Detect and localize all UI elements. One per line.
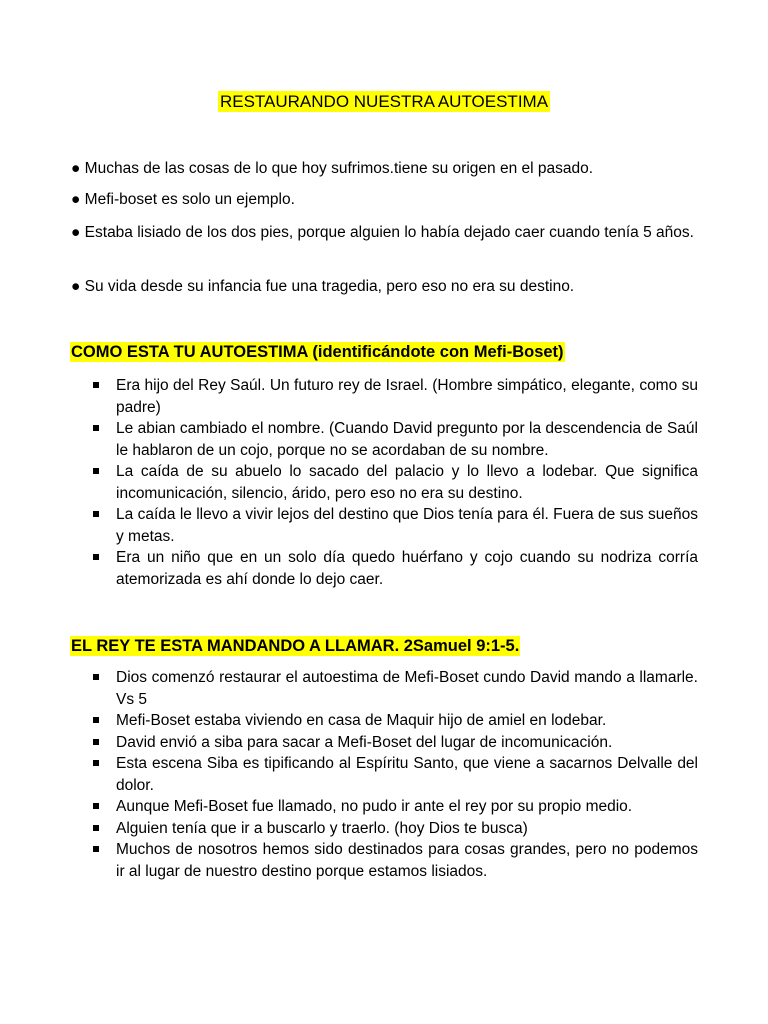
square-bullet-icon [93, 425, 99, 431]
square-bullet-icon [93, 674, 99, 680]
square-bullet-icon [93, 803, 99, 809]
square-bullet-icon [93, 468, 99, 474]
list-item-text: Esta escena Siba es tipificando al Espíritu Santo, que viene a sacarnos Delvalle del dolor. [116, 755, 698, 794]
section-heading-autoestima [70, 341, 565, 363]
square-bullet-icon [93, 846, 99, 852]
list-item-text: La caída de su abuelo lo sacado del palacio y lo llevo a lodebar. Que significa incomunicación, silencio, árido, pero eso no era su destino. [116, 463, 698, 502]
square-bullet-icon [93, 760, 99, 766]
list-item-text: Aunque Mefi-Boset fue llamado, no pudo ir ante el rey por su propio medio. [116, 798, 633, 815]
intro-bullet-1: ● Muchas de las cosas de lo que hoy sufrimos.tiene su origen en el pasado. [71, 160, 594, 177]
list-item-text: La caída le llevo a vivir lejos del destino que Dios tenía para él. Fuera de sus sueños y metas. [116, 506, 698, 545]
list-item-text: Era un niño que en un solo día quedo huérfano y cojo cuando su nodriza corría atemorizada es ahí donde lo dejo caer. [116, 549, 698, 588]
list-item-text: Alguien tenía que ir a buscarlo y traerlo. (hoy Dios te busca) [116, 819, 528, 837]
list-item [93, 547, 698, 590]
section2-list [93, 667, 698, 882]
list-item-text: Mefi-Boset estaba viviendo en casa de Maquir hijo de amiel en lodebar. [116, 712, 607, 729]
list-item [93, 710, 698, 732]
intro-bullet-3: ● Estaba lisiado de los dos pies, porque alguien lo había dejado caer cuando tenía 5 años. [71, 224, 694, 241]
list-item [93, 753, 698, 796]
document-title-block [0, 90, 768, 114]
list-item-text: David envió a siba para sacar a Mefi-Boset del lugar de incomunicación. [116, 733, 613, 751]
list-item [93, 375, 698, 418]
list-item-text: Muchos de nosotros hemos sido destinados para cosas grandes, pero no podemos ir al lugar de nuestro destino porque estamos lisiados. [116, 841, 698, 880]
list-item [93, 839, 698, 882]
square-bullet-icon [93, 717, 99, 723]
list-item-text: Le abian cambiado el nombre. (Cuando David pregunto por la descendencia de Saúl le hablaron de un cojo, porque no se acordaban de su nombre. [116, 420, 698, 459]
list-item [93, 732, 698, 754]
section-heading-rey-text: EL REY TE ESTA MANDANDO A LLAMAR. 2Samuel 9:1-5. [71, 637, 520, 655]
square-bullet-icon [93, 554, 99, 560]
list-item-text: Dios comenzó restaurar el autoestima de Mefi-Boset cundo David mando a llamarle. Vs 5 [116, 669, 698, 708]
document-title: RESTAURANDO NUESTRA AUTOESTIMA [219, 92, 549, 111]
list-item [93, 667, 698, 710]
list-item [93, 461, 698, 504]
list-item [93, 418, 698, 461]
square-bullet-icon [93, 511, 99, 517]
section1-list [93, 375, 698, 590]
list-item [93, 504, 698, 547]
list-item [93, 796, 698, 818]
square-bullet-icon [93, 382, 99, 388]
list-item-text: Era hijo del Rey Saúl. Un futuro rey de Israel. (Hombre simpático, elegante, como su padre) [116, 377, 698, 416]
square-bullet-icon [93, 739, 99, 745]
section-heading-rey [70, 635, 520, 657]
intro-bullet-4: ● Su vida desde su infancia fue una tragedia, pero eso no era su destino. [71, 278, 575, 295]
square-bullet-icon [93, 825, 99, 831]
intro-bullet-2: ● Mefi-boset es solo un ejemplo. [71, 191, 295, 208]
section-heading-autoestima-text: COMO ESTA TU AUTOESTIMA (identificándote con Mefi-Boset) [71, 343, 564, 361]
list-item [93, 818, 698, 840]
